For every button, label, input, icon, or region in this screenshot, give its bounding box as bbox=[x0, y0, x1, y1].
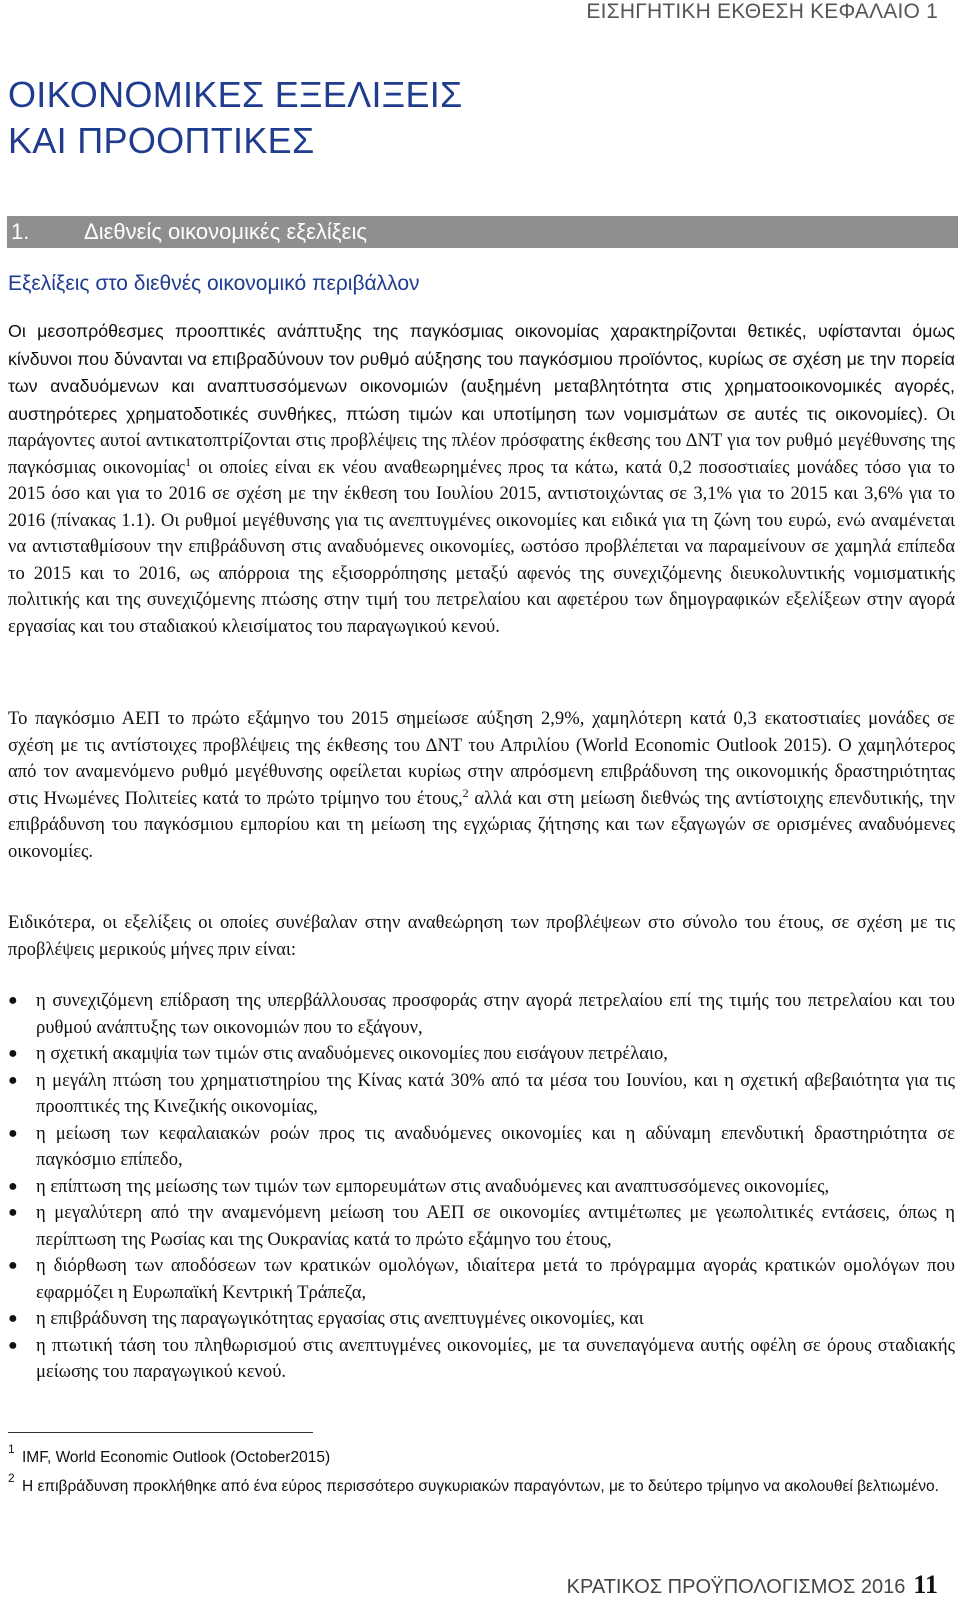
list-item bbox=[8, 1200, 955, 1253]
paragraph-1 bbox=[8, 318, 955, 640]
bullet-icon: ● bbox=[8, 1204, 18, 1221]
list-item bbox=[8, 1174, 955, 1201]
footnote-2-text: Η επιβράδυνση προκλήθηκε από ένα εύρος περισσότερο συγκυριακών παραγόντων, με το δεύτερο τρίμηνο να ακολουθεί βελτιωμένο. bbox=[22, 1478, 939, 1495]
footnote-1-text: IMF, World Economic Outlook (October2015) bbox=[22, 1449, 331, 1466]
chapter-title-line-1: ΟΙΚΟΝΟΜΙΚΕΣ ΕΞΕΛΙΞΕΙΣ bbox=[8, 74, 463, 115]
footer-title: ΚΡΑΤΙΚΟΣ ΠΡΟΫΠΟΛΟΓΙΣΜΟΣ 2016 bbox=[566, 1576, 906, 1598]
chapter-title bbox=[8, 72, 463, 164]
paragraph-1-part-a: Οι παράγοντες αυτοί αντικατοπτρίζονται στις προβλέψεις της πλέον πρόσφατης έκθεσης του ΔΝΤ για τον ρυθμό μεγέθυνσης της παγκόσμιας οικονομίας bbox=[8, 403, 955, 478]
paragraph-2-part-a: Το παγκόσμιο ΑΕΠ το πρώτο εξάμηνο του 2015 σημείωσε αύξηση 2,9%, χαμηλότερη κατά 0,3 εκατοστιαίες μονάδες σε σχέση με τις αντίστοιχες προβλέψεις της έκθεσης του ΔΝΤ του Απριλίου (World Economic Outlook 2015). Ο χαμηλότερος από τον αναμενόμενο ρυθμό μεγέθυνσης οφείλεται κυρίως στην απρόσμενη επιβράδυνση της οικονομικής δραστηριότητας στις Ηνωμένες Πολιτείες κατά το πρώτο τρίμηνο του έτους, bbox=[8, 708, 955, 809]
running-footer bbox=[567, 1570, 938, 1600]
list-item bbox=[8, 988, 955, 1041]
list-item-text: η μεγάλη πτώση του χρηματιστηρίου της Κίνας κατά 30% από τα μέσα του Ιουνίου, και η σχετική αβεβαιότητα για τις προοπτικές της Κινεζικής οικονομίας, bbox=[36, 1069, 955, 1117]
list-item bbox=[8, 1041, 955, 1068]
bullet-icon: ● bbox=[8, 1310, 18, 1327]
section-title: Διεθνείς οικονομικές εξελίξεις bbox=[84, 219, 367, 244]
list-item bbox=[8, 1121, 955, 1174]
running-header: ΕΙΣΗΓΗΤΙΚΗ ΕΚΘΕΣΗ ΚΕΦΑΛΑΙΟ 1 bbox=[586, 0, 938, 23]
bullet-icon: ● bbox=[8, 1257, 18, 1274]
paragraph-1-part-b: οι οποίες είναι εκ νέου αναθεωρημένες προς τα κάτω, κατά 0,2 ποσοστιαίες μονάδες τόσο για το 2015 όσο και για το 2016 σε σχέση με την έκθεση του Ιουλίου 2015, αντιστοιχώντας σε 3,1% για το 2015 και 3,6% για το 2016 (πίνακας 1.1). Οι ρυθμοί μεγέθυνσης για τις ανεπτυγμένες οικονομίες και ειδικά για τη ζώνη του ευρώ, ενώ αναμένεται να αντισταθμίσουν την επιβράδυνση στις αναδυόμενες οικονομίες, ωστόσο προβλέπεται να παραμείνουν σε χαμηλά επίπεδα το 2015 και το 2016, ως απόρροια της εξισορρόπησης μεταξύ αφενός της συνεχιζόμενης διευκολυντικής νομισματικής πολιτικής και της συνεχιζόμενης πτώσης στην τιμή του πετρελαίου και αφετέρου των δημογραφικών εξελίξεων στην αγορά εργασίας και του σταδιακού κλεισίματος του παραγωγικού κενού. bbox=[8, 456, 955, 637]
footnote-divider bbox=[8, 1432, 313, 1433]
list-item-text: η μεγαλύτερη από την αναμενόμενη μείωση του ΑΕΠ σε οικονομίες αντιμέτωπες με γεωπολιτικές εντάσεις, όπως η περίπτωση της Ρωσίας και της Ουκρανίας κατά το πρώτο εξάμηνο του έτους, bbox=[36, 1202, 955, 1250]
section-number: 1. bbox=[11, 219, 30, 244]
subsection-title: Εξελίξεις στο διεθνές οικονομικό περιβάλλον bbox=[8, 272, 420, 295]
paragraph-1-sans-part: Οι μεσοπρόθεσμες προοπτικές ανάπτυξης της παγκόσμιας οικονομίας χαρακτηρίζονται θετικές, υφίστανται όμως κίνδυνοι που δύνανται να επιβραδύνουν τον ρυθμό αύξησης του παγκόσμιου προϊόντος, κυρίως σε σχέση με την πορεία των αναδυόμενων και αναπτυσσόμενων οικονομιών (αυξημένη μεταβλητότητα στις χρηματοοικονομικές αγορές, αυστηρότερες χρηματοδοτικές συνθήκες, πτώση τιμών και υποτίμηση των νομισμάτων σε αυτές τις οικονομίες). bbox=[8, 321, 955, 424]
paragraph-3: Ειδικότερα, οι εξελίξεις οι οποίες συνέβαλαν στην αναθεώρηση των προβλέψεων στο σύνολο του έτους, σε σχέση με τις προβλέψεις μερικούς μήνες πριν είναι: bbox=[8, 912, 955, 960]
bullet-list bbox=[8, 988, 955, 1386]
bullet-icon: ● bbox=[8, 1071, 18, 1089]
list-item bbox=[8, 1253, 955, 1306]
bullet-icon: ● bbox=[8, 1045, 18, 1062]
footnote-2-number: 2 bbox=[8, 1471, 15, 1485]
paragraph-2 bbox=[8, 706, 955, 865]
list-item bbox=[8, 1306, 955, 1333]
paragraph-2-part-b: αλλά και στη μείωση διεθνώς της αντίστοιχης επενδυτικής, την επιβράδυνση του παγκόσμιου εμπορίου και τη μείωση της εγχώριας ζήτησης και των εξαγωγών σε ορισμένες αναδυόμενες οικονομίες. bbox=[8, 787, 955, 862]
list-item-text: η συνεχιζόμενη επίδραση της υπερβάλλουσας προσφοράς στην αγορά πετρελαίου επί της τιμής του πετρελαίου και του ρυθμού ανάπτυξης των οικονομιών που το εξάγουν, bbox=[36, 990, 955, 1038]
list-item bbox=[8, 1333, 955, 1386]
list-item bbox=[8, 1068, 955, 1121]
list-item-text: η διόρθωση των αποδόσεων των κρατικών ομολόγων, ιδιαίτερα μετά το πρόγραμμα αγοράς κρατικών ομολόγων που εφαρμόζει η Ευρωπαϊκή Κεντρική Τράπεζα, bbox=[36, 1255, 955, 1303]
footnote-ref-1: 1 bbox=[185, 454, 192, 469]
bullet-icon: ● bbox=[8, 1336, 18, 1354]
bullet-icon: ● bbox=[8, 1177, 18, 1195]
list-item-text: η μείωση των κεφαλαιακών ροών προς τις αναδυόμενες οικονομίες και η αδύναμη επενδυτική δραστηριότητα σε παγκόσμιο επίπεδο, bbox=[36, 1122, 955, 1170]
list-item-text: η επιβράδυνση της παραγωγικότητας εργασίας στις ανεπτυγμένες οικονομίες, και bbox=[36, 1308, 644, 1329]
section-heading-bar bbox=[7, 216, 958, 248]
footnote-ref-2: 2 bbox=[462, 785, 469, 800]
bullet-icon: ● bbox=[8, 1124, 18, 1142]
bullet-icon: ● bbox=[8, 992, 18, 1009]
page-number: 11 bbox=[913, 1570, 938, 1599]
list-item-text: η επίπτωση της μείωσης των τιμών των εμπορευμάτων στις αναδυόμενες και αναπτυσσόμενες οικονομίες, bbox=[36, 1175, 830, 1197]
list-item-text: η πτωτική τάση του πληθωρισμού στις ανεπτυγμένες οικονομίες, με τα συνεπαγόμενα αυτής οφέλη σε όρους σταδιακής μείωσης του παραγωγικού κενού. bbox=[36, 1334, 955, 1382]
list-item-text: η σχετική ακαμψία των τιμών στις αναδυόμενες οικονομίες που εισάγουν πετρέλαιο, bbox=[36, 1043, 668, 1064]
chapter-title-line-2: ΚΑΙ ΠΡΟΟΠΤΙΚΕΣ bbox=[8, 120, 315, 161]
footnote-1-number: 1 bbox=[8, 1442, 15, 1456]
